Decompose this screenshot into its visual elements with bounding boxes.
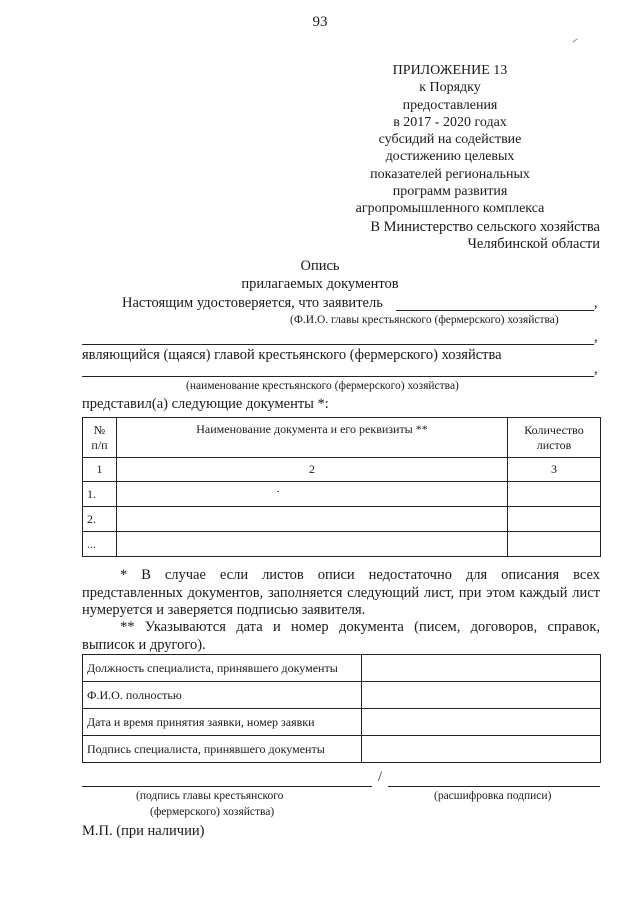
row-count[interactable] [508,482,601,507]
header-count-line1: Количество [524,422,584,437]
header-name: Наименование документа и его реквизиты ** [117,418,508,458]
footnote-2-text: ** Указываются дата и номер документа (писем, договоров, справок, выписок и другого). [82,619,600,653]
applicant-name-line [396,310,594,311]
signature-slash: / [378,769,383,785]
appendix-line: к Порядку [419,80,481,96]
submitted-text: представил(а) следующие документы *: [82,396,329,412]
appendix-line: предоставления [402,97,498,113]
footnote-1 [82,567,600,620]
row-name[interactable] [117,532,508,557]
appendix-line: показателей региональных [370,166,530,182]
signature-transcript-line[interactable] [388,786,600,787]
acceptance-label: Подпись специалиста, принявшего документы [83,736,362,763]
document-subtitle: прилагаемых документов [241,276,399,292]
header-count-line2: листов [536,437,572,452]
scan-speck [277,491,279,492]
table-row [83,482,601,507]
acceptance-label: Ф.И.О. полностью [83,682,362,709]
row-num: 2. [83,507,117,532]
appendix-line: агропромышленного комплекса [355,201,545,217]
row-num: ... [83,532,117,557]
appendix-header [330,62,570,218]
comma: , [594,329,598,345]
acceptance-value[interactable] [362,736,601,763]
documents-table [82,417,601,557]
farm-caption: (наименование крестьянского (фермерского) хозяйства) [186,380,459,392]
appendix-line: программ развития [392,184,508,200]
page-number: 93 [312,14,328,30]
index-cell: 3 [508,458,601,482]
addressee-line1: В Министерство сельского хозяйства [370,219,600,235]
addressee-line2: Челябинской области [467,236,600,252]
acceptance-row [83,709,601,736]
acceptance-row [83,682,601,709]
acceptance-label: Должность специалиста, принявшего документы [83,655,362,682]
farm-name-line [82,376,594,377]
row-name[interactable] [117,482,508,507]
appendix-line: субсидий на содействие [378,132,522,148]
table-index-row [83,458,601,482]
header-count [508,418,601,458]
appendix-line: ПРИЛОЖЕНИЕ 13 [392,63,508,78]
header-num-line1: № [93,422,106,437]
acceptance-label: Дата и время принятия заявки, номер заявки [83,709,362,736]
document-title: Опись [300,258,340,274]
fio-caption: (Ф.И.О. главы крестьянского (фермерского) хозяйства) [290,314,559,326]
acceptance-table [82,654,601,763]
row-num: 1. [83,482,117,507]
footnote-1-text: * В случае если листов описи недостаточно для описания всех представленных документов, заполняется следующий лист, при этом каждый лист нумеруется и заверяется подписью заявителя. [82,567,600,618]
applicant-name-line-2 [82,344,594,345]
header-num [83,418,117,458]
signature-caption-left-2: (фермерского) хозяйства) [150,806,275,818]
table-row [83,532,601,557]
comma: , [594,295,598,311]
comma: , [594,361,598,377]
being-head-text: являющийся (щаяся) главой крестьянского (фермерского) хозяйства [82,347,502,363]
acceptance-value[interactable] [362,655,601,682]
scan-mark [572,38,577,42]
row-count[interactable] [508,507,601,532]
head-signature-line[interactable] [82,786,372,787]
appendix-line: достижению целевых [385,149,515,165]
signature-caption-right: (расшифровка подписи) [434,790,552,802]
index-cell: 1 [83,458,117,482]
footnote-2 [82,619,600,654]
addressee [370,219,600,253]
index-cell: 2 [117,458,508,482]
acceptance-row [83,736,601,763]
acceptance-value[interactable] [362,709,601,736]
acceptance-row [83,655,601,682]
certify-text: Настоящим удостоверяется, что заявитель [122,295,383,311]
stamp-note: М.П. (при наличии) [82,823,205,839]
signature-caption-left-1: (подпись главы крестьянского [136,790,284,802]
table-row [83,507,601,532]
table-header-row [83,418,601,458]
appendix-line: в 2017 - 2020 годах [393,114,507,130]
row-name[interactable] [117,507,508,532]
acceptance-value[interactable] [362,682,601,709]
row-count[interactable] [508,532,601,557]
header-num-line2: п/п [91,437,108,452]
